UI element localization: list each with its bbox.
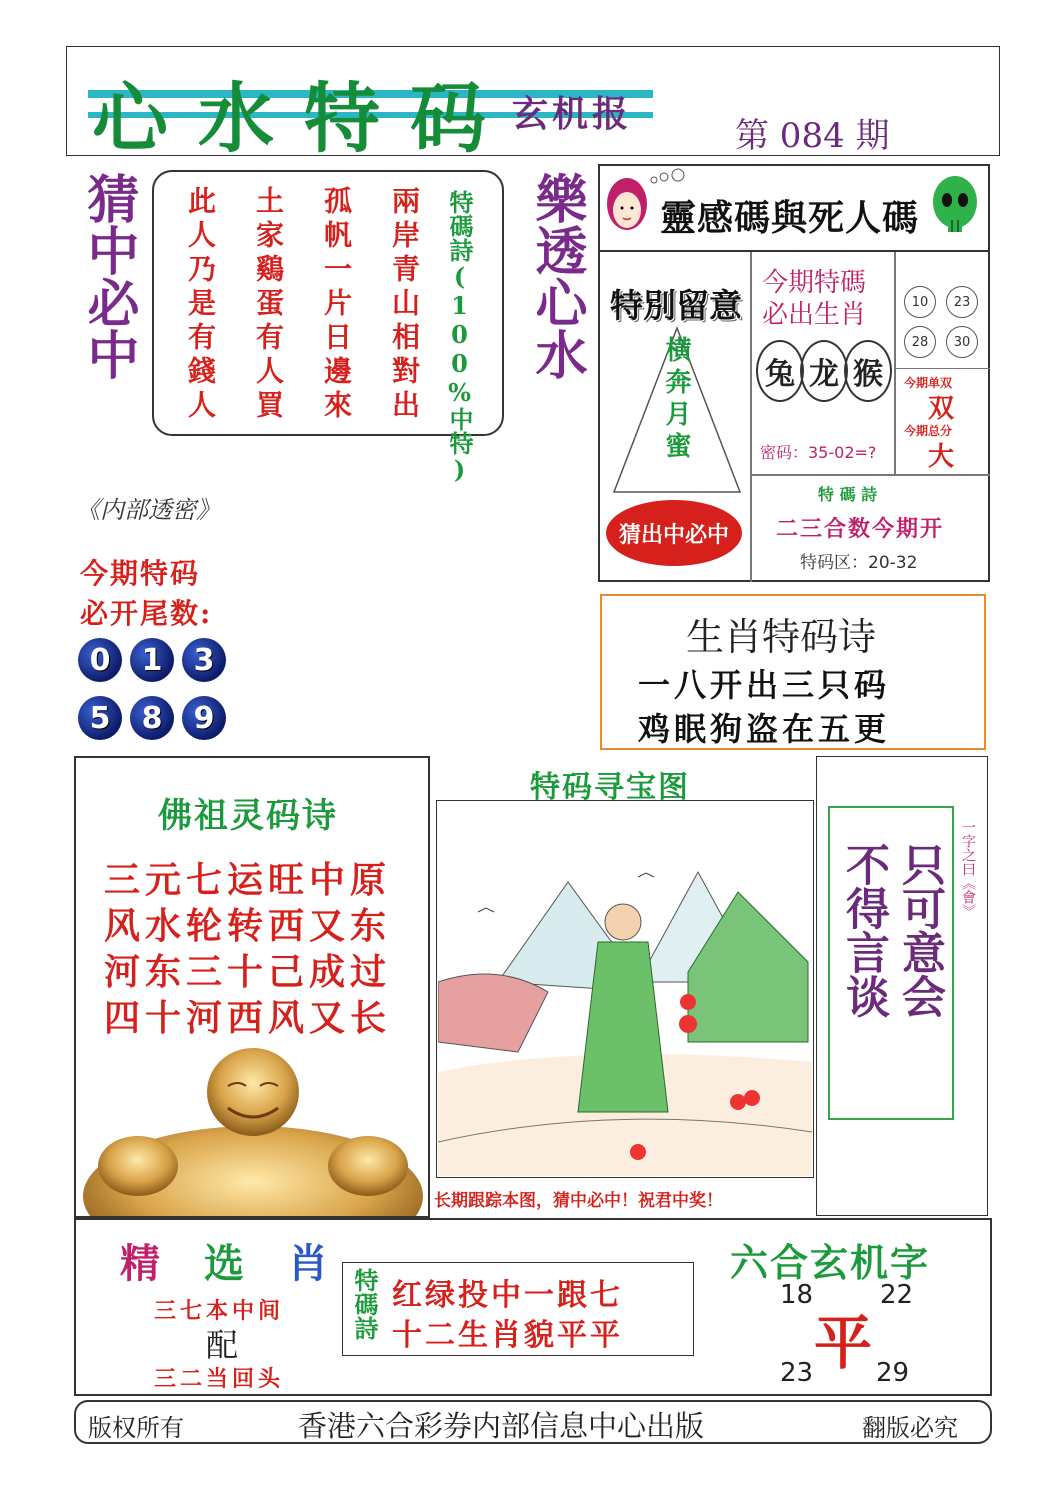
total-value: 大 bbox=[928, 442, 955, 472]
special-attention: 特別留意 bbox=[610, 286, 742, 325]
zodiac-poem-line-1: 一八开出三只码 bbox=[638, 666, 891, 704]
treasure-image bbox=[438, 802, 812, 1176]
jing-char: 精 bbox=[120, 1240, 160, 1287]
tail-digit-1: 1 bbox=[130, 638, 174, 682]
buddha-title: 佛祖灵码诗 bbox=[158, 796, 338, 836]
right-vertical-slogan: 樂透心水 bbox=[526, 172, 587, 380]
secret-code: 密码：35-02=? bbox=[760, 443, 877, 462]
number-28: 28 bbox=[904, 326, 936, 358]
issue-number: 第 084 期 bbox=[735, 116, 890, 156]
tail-digit-9: 9 bbox=[182, 696, 226, 740]
footer-center: 香港六合彩券内部信息中心出版 bbox=[298, 1409, 705, 1443]
bottom-line-2: 三二当回头 bbox=[154, 1366, 285, 1392]
riddle-col-1: 只可意会 bbox=[894, 842, 945, 1018]
lhc-char: 平 bbox=[814, 1309, 873, 1377]
bottom-line-1: 三七本中间 bbox=[154, 1298, 285, 1324]
lingan-poem-line: 二三合数今期开 bbox=[776, 516, 945, 542]
riddle-col-2: 不得言谈 bbox=[838, 842, 889, 1018]
poem-col-2: 土家鷄蛋有人買 bbox=[252, 186, 285, 424]
footer-left: 版权所有 bbox=[88, 1414, 184, 1442]
total-label: 今期总分 bbox=[904, 424, 953, 438]
must-zodiac-label: 必出生肖 bbox=[762, 300, 867, 330]
treasure-caption: 长期跟踪本图，猜中必中！祝君中奖！ bbox=[434, 1191, 723, 1211]
odd-even-label: 今期单双 bbox=[904, 376, 953, 390]
footer-right: 翻版必究 bbox=[862, 1414, 958, 1442]
number-30: 30 bbox=[946, 326, 978, 358]
bottom-poem-label: 特碼詩 bbox=[350, 1268, 379, 1340]
buddha-line-3: 河东三十己成过 bbox=[104, 951, 392, 993]
poem-label: 特碼詩(100%中特) bbox=[445, 190, 474, 484]
lingan-row-divider bbox=[750, 474, 990, 476]
lhc-num-23: 23 bbox=[780, 1358, 814, 1388]
red-badge bbox=[606, 500, 742, 566]
lingan-title: 靈感碼與死人碼 bbox=[660, 197, 920, 239]
inside-line-1: 今期特码 bbox=[80, 557, 201, 590]
lhc-num-22: 22 bbox=[880, 1280, 914, 1310]
zodiac-rabbit: 兔 bbox=[756, 340, 804, 402]
zodiac-poem-title: 生肖特码诗 bbox=[686, 615, 877, 659]
poem-col-3: 孤帆一片日邊來 bbox=[320, 186, 353, 424]
zodiac-poem-line-2: 鸡眠狗盗在五更 bbox=[638, 710, 891, 748]
triangle-text: 横奔月蜜 bbox=[661, 336, 691, 464]
zodiac-monkey: 猴 bbox=[844, 340, 892, 402]
tail-digit-8: 8 bbox=[130, 696, 174, 740]
riddle-side-hint: 一字之曰《會》 bbox=[960, 820, 976, 918]
lhc-num-29: 29 bbox=[876, 1358, 910, 1388]
page-title: 心水特码 bbox=[92, 74, 516, 163]
tail-digit-5: 5 bbox=[78, 696, 122, 740]
xuan-char: 选 bbox=[204, 1240, 244, 1287]
lhc-title: 六合玄机字 bbox=[730, 1240, 931, 1285]
red-badge-text: 猜出中必中 bbox=[618, 521, 729, 548]
poem-col-4: 兩岸青山相對出 bbox=[388, 186, 421, 424]
this-period-label: 今期特碼 bbox=[762, 268, 867, 298]
buddha-line-2: 风水轮转西又东 bbox=[104, 905, 392, 947]
inside-line-2: 必开尾数: bbox=[80, 597, 213, 630]
bottom-poem-2: 十二生肖貌平平 bbox=[392, 1318, 623, 1353]
thought-bubbles bbox=[648, 168, 688, 186]
zodiac-dragon: 龙 bbox=[800, 340, 848, 402]
buddha-line-1: 三元七运旺中原 bbox=[104, 859, 392, 901]
page-subtitle: 玄机报 bbox=[512, 93, 633, 135]
xiao-char: 肖 bbox=[288, 1240, 328, 1287]
buddha-image bbox=[78, 1046, 424, 1216]
number-10: 10 bbox=[904, 286, 936, 318]
lingan-header-divider bbox=[598, 250, 990, 252]
buddha-line-4: 四十河西风又长 bbox=[104, 997, 392, 1039]
treasure-title: 特码寻宝图 bbox=[530, 770, 690, 805]
inside-label: 《内部透密》 bbox=[76, 496, 220, 524]
odd-even-value: 双 bbox=[928, 394, 955, 424]
lingan-row-divider-2 bbox=[894, 368, 990, 369]
pei-char: 配 bbox=[206, 1326, 239, 1364]
lingan-col-divider-2 bbox=[894, 252, 896, 474]
tail-digit-0: 0 bbox=[78, 638, 122, 682]
number-23: 23 bbox=[946, 286, 978, 318]
lhc-num-18: 18 bbox=[780, 1280, 814, 1310]
lingan-poem-label: 特 碼 詩 bbox=[818, 485, 878, 504]
bottom-poem-1: 红绿投中一跟七 bbox=[392, 1278, 623, 1313]
face-icon bbox=[604, 176, 650, 238]
tail-digit-3: 3 bbox=[182, 638, 226, 682]
left-vertical-slogan: 猜中必中 bbox=[78, 172, 139, 380]
number-range: 特码区：20-32 bbox=[800, 553, 918, 573]
poem-col-1: 此人乃是有錢人 bbox=[184, 186, 217, 424]
skull-icon bbox=[930, 174, 980, 238]
lingan-col-divider-1 bbox=[750, 252, 752, 582]
